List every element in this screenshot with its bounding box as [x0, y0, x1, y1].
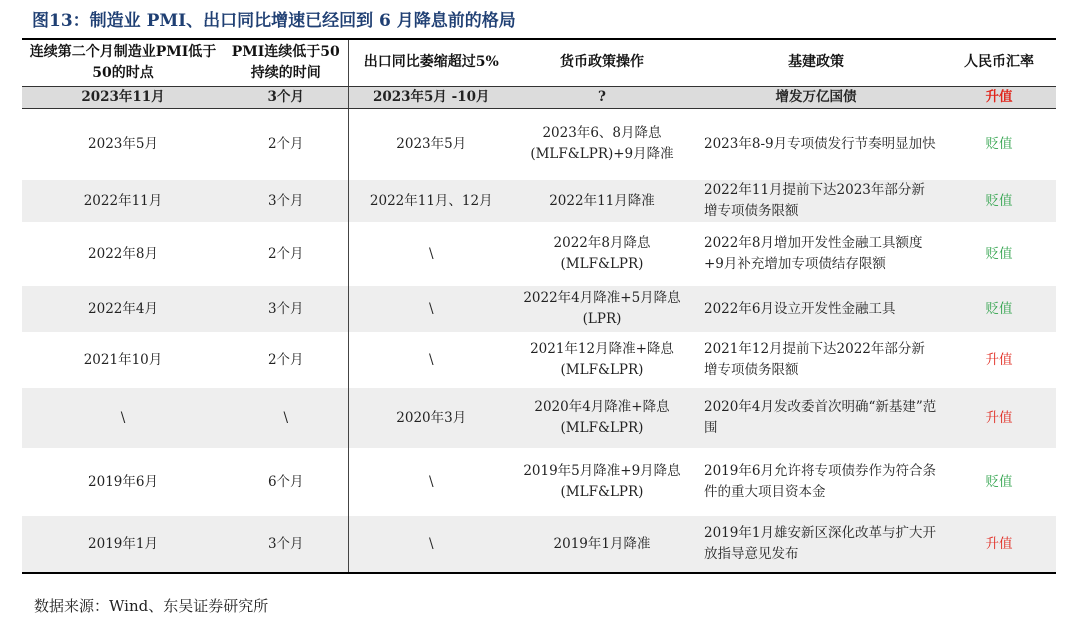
table-row: [22, 516, 1056, 572]
cell-infra: 2019年6月允许将专项债券作为符合条件的重大项目资本金: [704, 463, 936, 500]
cell-fx: 贬值: [942, 286, 1056, 332]
header-fx: 人民币汇率: [942, 40, 1056, 86]
header-monetary: 货币政策操作: [514, 40, 690, 86]
cell-monetary: 2023年6、8月降息(MLF&LPR)+9月降准: [530, 125, 674, 163]
cell-monetary: ?: [514, 86, 690, 108]
cell-duration: 6个月: [224, 448, 348, 516]
cell-export: 2022年11月、12月: [348, 180, 514, 222]
cell-fx: 贬值: [985, 473, 1013, 490]
cell-monetary: 2022年11月降准: [514, 180, 690, 222]
table-row: [22, 388, 1056, 448]
cell-infra: 2022年11月提前下达2023年部分新增专项债务限额: [690, 180, 942, 222]
cell-monetary: 2020年4月降准+降息(MLF&LPR): [514, 388, 690, 448]
table-row: [22, 448, 1056, 516]
cell-infra: 2022年8月增加开发性金融工具额度+9月补充增加专项债结存限额: [704, 235, 923, 272]
cell-monetary: 2019年1月降准: [514, 516, 690, 572]
cell-monetary: 2022年4月降准+5月降息(LPR): [514, 286, 690, 332]
cell-infra: 增发万亿国债: [690, 86, 942, 108]
cell-infra: 2022年6月设立开发性金融工具: [690, 286, 942, 332]
cell-duration: 2个月: [224, 108, 348, 180]
cell-time: 2019年1月: [22, 516, 224, 572]
cell-infra: 2021年12月提前下达2022年部分新增专项债务限额: [704, 341, 925, 378]
cell-fx: 升值: [942, 86, 1056, 108]
cell-export: \: [428, 473, 434, 490]
cell-export: 2023年5月 -10月: [348, 86, 514, 108]
cell-infra: 2020年4月发改委首次明确“新基建”范围: [690, 388, 942, 448]
cell-time: 2021年10月: [83, 351, 163, 368]
cell-fx: 升值: [942, 388, 1056, 448]
cell-export: \: [428, 351, 434, 368]
table-row: [22, 286, 1056, 332]
cell-monetary: 2022年8月降息(MLF&LPR): [553, 235, 651, 272]
cell-infra: 2023年8-9月专项债发行节奏明显加快: [704, 135, 936, 152]
header-row: [22, 40, 1056, 86]
table-row: [22, 222, 1056, 286]
cell-time: 2019年6月: [88, 473, 158, 490]
cell-export: \: [348, 286, 514, 332]
cell-export: \: [348, 516, 514, 572]
table-row: [22, 108, 1056, 180]
policy-table: [22, 38, 1056, 574]
cell-monetary: 2021年12月降准+降息(MLF&LPR): [530, 341, 674, 378]
cell-export: \: [428, 245, 434, 262]
cell-fx: 升值: [985, 351, 1013, 368]
highlight-row: [22, 86, 1056, 108]
cell-export: 2023年5月: [396, 135, 467, 152]
cell-time: 2022年11月: [22, 180, 224, 222]
table-row: [22, 332, 1056, 388]
cell-duration: 3个月: [224, 180, 348, 222]
cell-time: \: [22, 388, 224, 448]
cell-duration: \: [224, 388, 348, 448]
header-pmi-duration: PMI连续低于50持续的时间: [224, 40, 348, 86]
source-note: 数据来源：Wind、东吴证券研究所: [34, 597, 269, 615]
figure-title: 图13：制造业 PMI、出口同比增速已经回到 6 月降息前的格局: [32, 11, 516, 31]
cell-duration: 2个月: [224, 332, 348, 388]
cell-time: 2023年5月: [88, 135, 158, 152]
cell-fx: 升值: [942, 516, 1056, 572]
cell-fx: 贬值: [942, 180, 1056, 222]
cell-fx: 贬值: [985, 135, 1013, 152]
cell-time: 2022年4月: [22, 286, 224, 332]
cell-duration: 3个月: [224, 86, 348, 108]
cell-export: 2020年3月: [348, 388, 514, 448]
table-row: [22, 180, 1056, 222]
cell-time: 2023年11月: [22, 86, 224, 108]
cell-duration: 3个月: [224, 286, 348, 332]
header-pmi-time: 连续第二个月制造业PMI低于50的时点: [22, 40, 224, 86]
cell-infra: 2019年1月雄安新区深化改革与扩大开放指导意见发布: [690, 516, 942, 572]
cell-fx: 贬值: [985, 245, 1013, 262]
cell-time: 2022年8月: [88, 245, 158, 262]
table-bottom-rule: [22, 572, 1056, 574]
header-infra: 基建政策: [690, 40, 942, 86]
cell-duration: 2个月: [224, 222, 348, 286]
header-export: 出口同比萎缩超过5%: [348, 40, 514, 86]
cell-monetary: 2019年5月降准+9月降息(MLF&LPR): [523, 463, 681, 500]
cell-duration: 3个月: [224, 516, 348, 572]
